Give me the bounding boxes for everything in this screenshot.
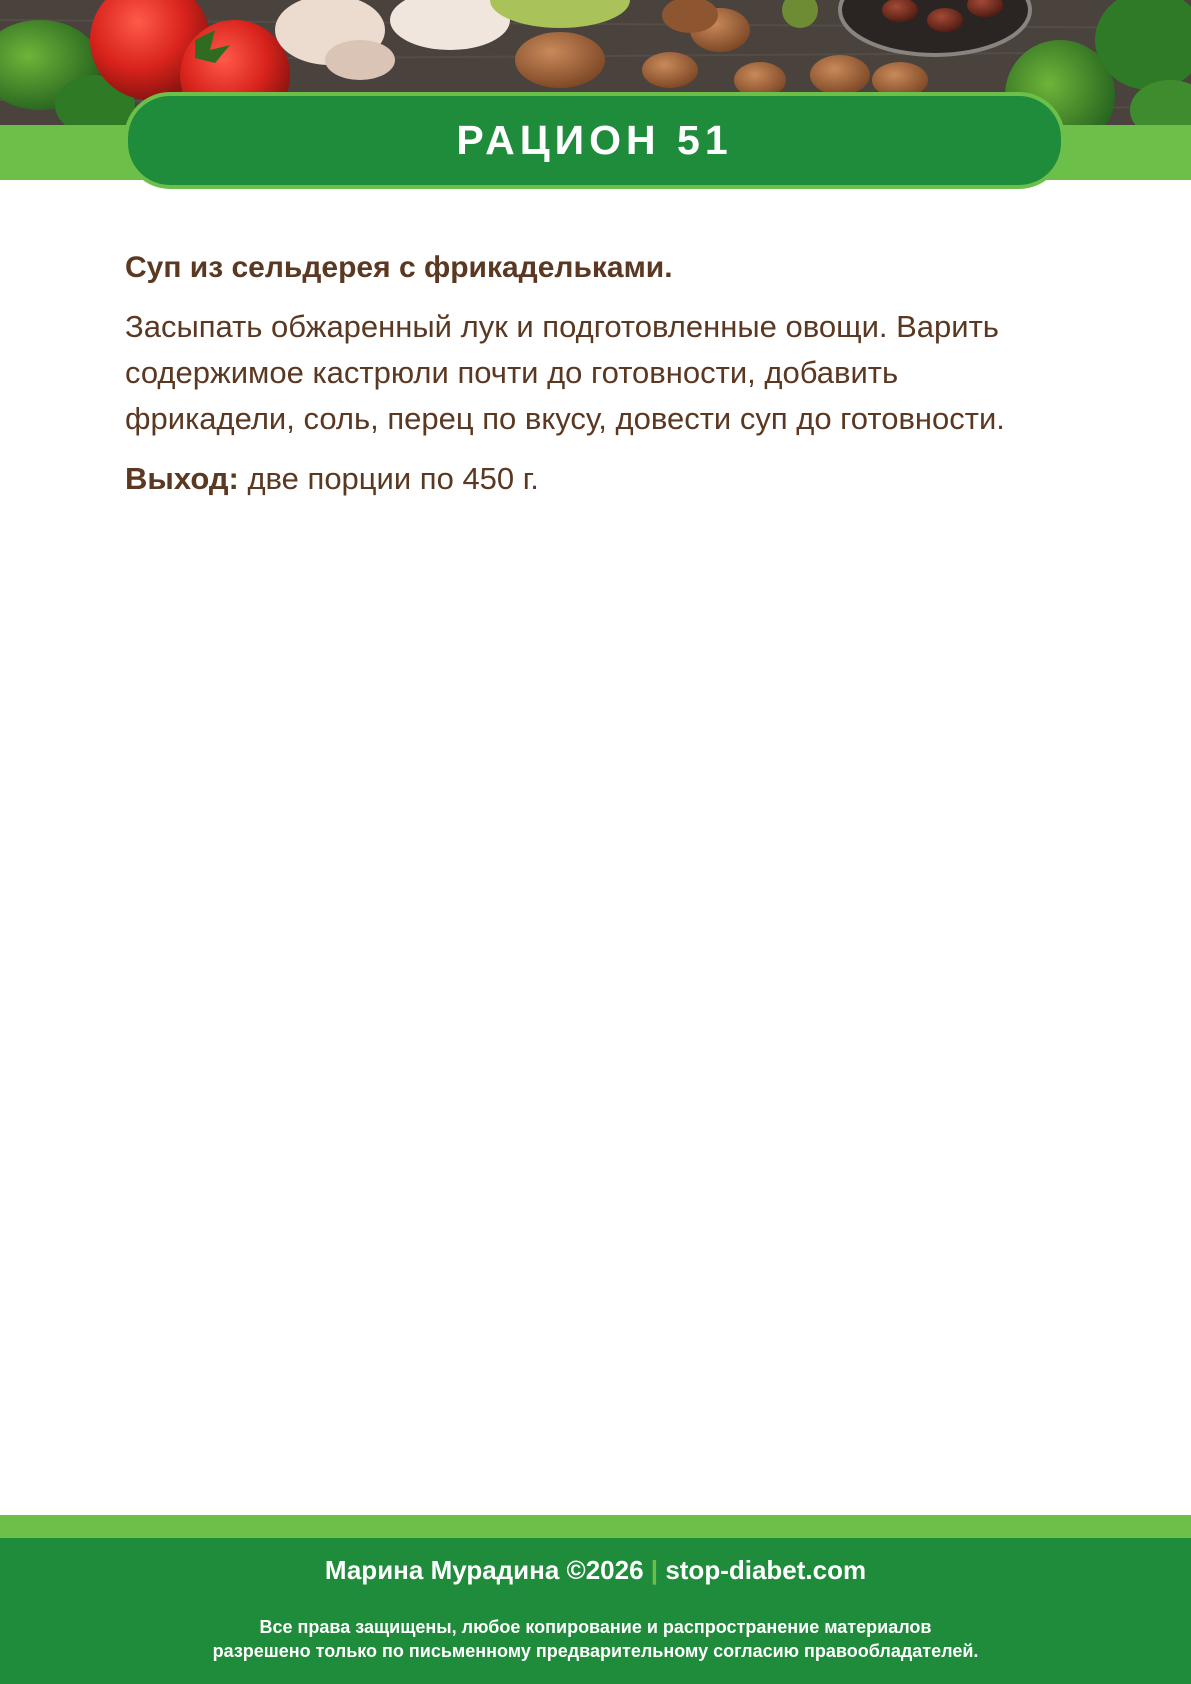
recipe-content	[125, 246, 1065, 502]
footer-separator: |	[650, 1555, 659, 1585]
page-title-banner	[124, 92, 1065, 189]
footer	[0, 1538, 1191, 1684]
recipe-title: Суп из сельдерея с фрикадельками.	[125, 251, 673, 284]
page-title: РАЦИОН 51	[456, 117, 733, 163]
footer-site-link[interactable]: stop-diabet.com	[665, 1555, 867, 1585]
footer-credits	[0, 1553, 1191, 1587]
almond	[515, 32, 605, 88]
footer-copyright-notice	[0, 1615, 1191, 1663]
footer-author: Марина Мурадина ©2026	[324, 1555, 644, 1585]
yield-label: Выход:	[125, 461, 239, 496]
recipe-yield	[125, 456, 1065, 502]
copyright-line-2: разрешено только по письменному предварительному согласию правообладателей.	[212, 1641, 979, 1661]
copyright-line-1: Все права защищены, любое копирование и распространение материалов	[259, 1617, 932, 1637]
yield-value: две порции по 450 г.	[238, 461, 539, 496]
footer-accent-strip	[0, 1515, 1191, 1538]
recipe-instructions: Засыпать обжаренный лук и подготовленные овощи. Варить содержимое кастрюли почти до готовности, добавить фрикадели, соль, перец по вкусу, довести суп до готовности.	[125, 309, 1005, 436]
